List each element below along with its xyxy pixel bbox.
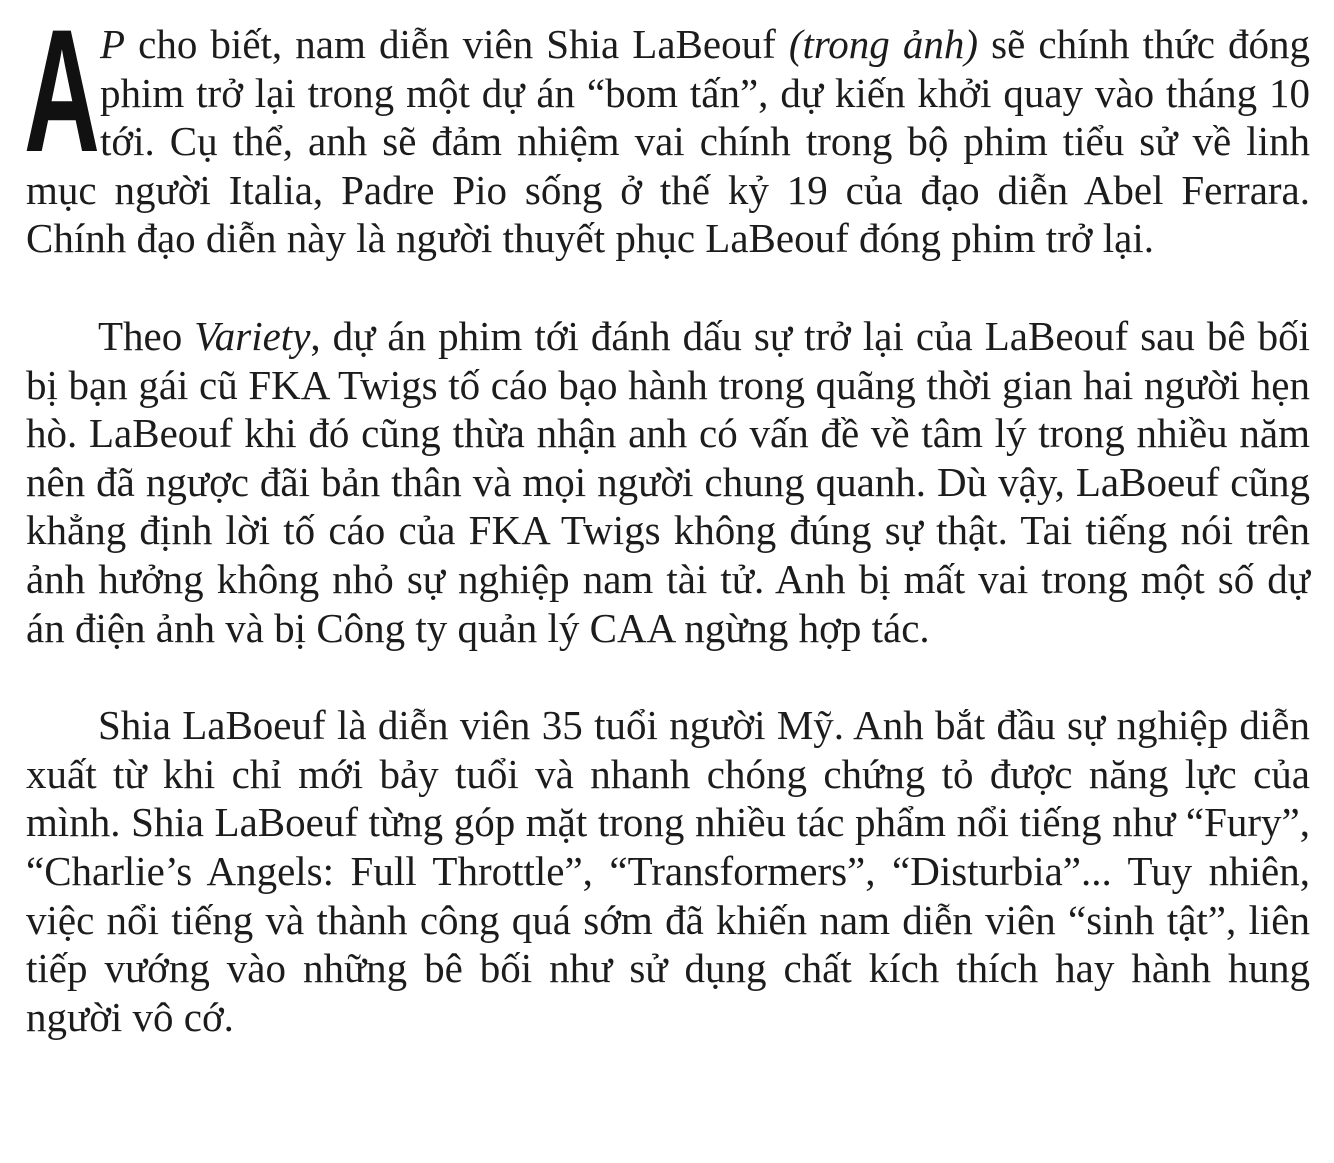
source-name: Variety — [194, 312, 311, 359]
p1-text-b: sẽ chính thức đóng phim trở lại trong một dự án “bom tấn”, dự kiến khởi quay vào tháng 10 tới. Cụ thể, anh sẽ đảm nhiệm vai chính trong bộ phim tiểu sử về linh mục người Italia, Padre Pio sống ở thế kỷ 19 của đạo diễn Abel Ferrara. Chính đạo diễn này là người thuyết phục LaBeouf đóng phim trở lại. — [26, 21, 1310, 262]
p2-text-a: Theo — [98, 312, 195, 359]
p1-text-a: cho biết, nam diễn viên Shia LaBeouf — [125, 21, 789, 67]
paragraph-1 — [24, 0, 1310, 263]
p3-text: Shia LaBoeuf là diễn viên 35 tuổi người Mỹ. Anh bắt đầu sự nghiệp diễn xuất từ khi chỉ mới bảy tuổi và nhanh chóng chứng tỏ được năng lực của mình. Shia LaBoeuf từng góp mặt trong nhiều tác phẩm nổi tiếng như “Fury”, “Charlie’s Angels: Full Throttle”, “Transformers”, “Disturbia”... Tuy nhiên, việc nổi tiếng và thành công quá sớm đã khiến nam diễn viên “sinh tật”, liên tiếp vướng vào những bê bối như sử dụng chất kích thích hay hành hung người vô cớ. — [26, 702, 1310, 1040]
photo-note: (trong ảnh) — [788, 21, 979, 67]
paragraph-2 — [26, 312, 1310, 652]
article-body — [24, 0, 1310, 1041]
paragraph-3 — [26, 701, 1310, 1041]
p2-text-b: , dự án phim tới đánh dấu sự trở lại của LaBeouf sau bê bối bị bạn gái cũ FKA Twigs tố cáo bạo hành trong quãng thời gian hai người hẹn hò. LaBeouf khi đó cũng thừa nhận anh có vấn đề về tâm lý trong nhiều năm nên đã ngược đãi bản thân và mọi người chung quanh. Dù vậy, LaBoeuf cũng khẳng định lời tố cáo của FKA Twigs không đúng sự thật. Tai tiếng nói trên ảnh hưởng không nhỏ sự nghiệp nam tài tử. Anh bị mất vai trong một số dự án điện ảnh và bị Công ty quản lý CAA ngừng hợp tác. — [26, 312, 1310, 651]
p1-italic-p: P — [100, 21, 126, 67]
drop-cap: A — [24, 0, 100, 189]
